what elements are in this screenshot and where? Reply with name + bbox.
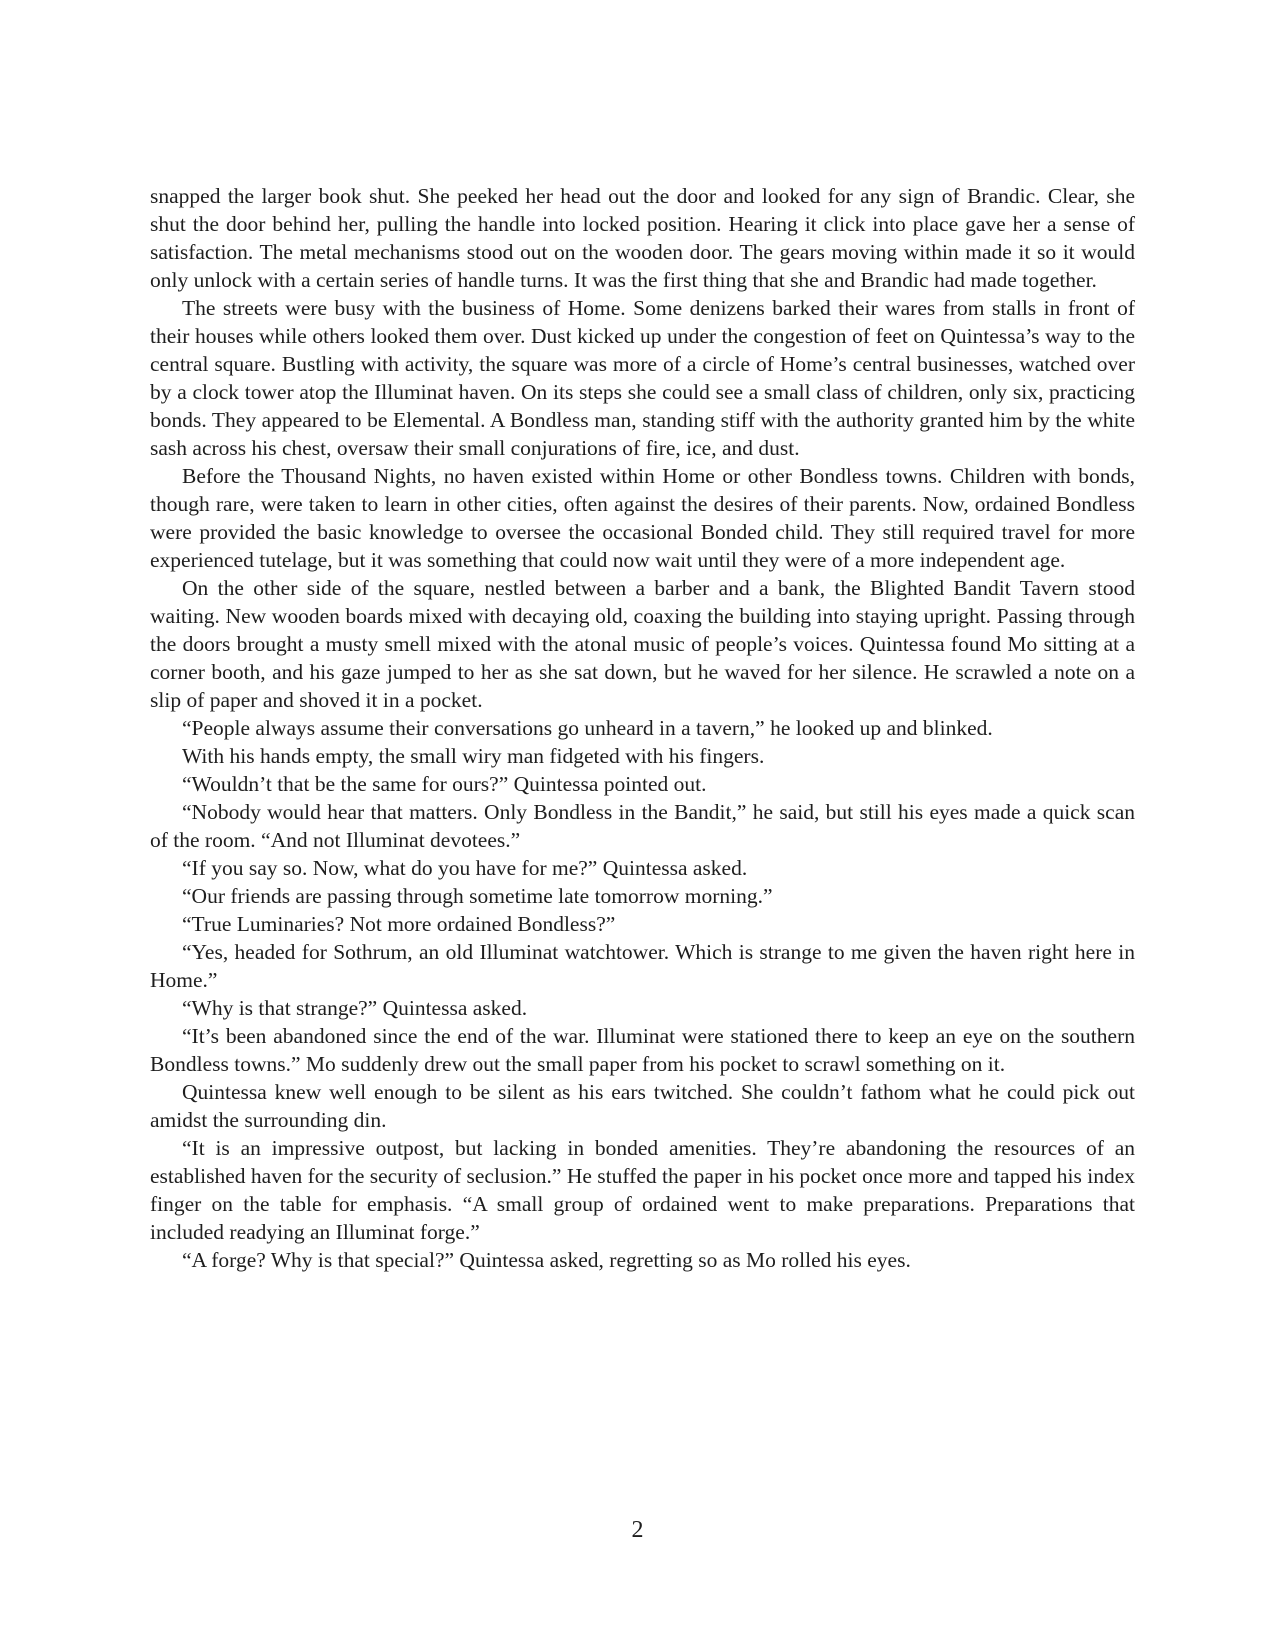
paragraph: “Yes, headed for Sothrum, an old Illuminat watchtower. Which is strange to me given the haven right here in Home.” <box>150 940 1135 992</box>
paragraph: On the other side of the square, nestled between a barber and a bank, the Blighted Bandit Tavern stood waiting. New wooden boards mixed with decaying old, coaxing the building into staying upright. Passing through the doors brought a musty smell mixed with the atonal music of people’s voices. Quintessa found Mo sitting at a corner booth, and his gaze jumped to her as she sat down, but he waved for her silence. He scrawled a note on a slip of paper and shoved it in a pocket. <box>150 576 1135 712</box>
paragraph: Before the Thousand Nights, no haven existed within Home or other Bondless towns. Children with bonds, though rare, were taken to learn in other cities, often against the desires of their parents. Now, ordained Bondless were provided the basic knowledge to oversee the occasional Bonded child. They still required travel for more experienced tutelage, but it was something that could now wait until they were of a more independent age. <box>150 464 1135 572</box>
paragraph: “Our friends are passing through sometime late tomorrow morning.” <box>182 884 773 908</box>
paragraph: “People always assume their conversations go unheard in a tavern,” he looked up and blinked. <box>182 716 993 740</box>
paragraph: “A forge? Why is that special?” Quintessa asked, regretting so as Mo rolled his eyes. <box>182 1248 911 1272</box>
paragraph: “It is an impressive outpost, but lacking in bonded amenities. They’re abandoning the resources of an established haven for the security of seclusion.” He stuffed the paper in his pocket once more and tapped his index finger on the table for emphasis. “A small group of ordained went to make preparations. Preparations that included readying an Illuminat forge.” <box>150 1136 1135 1244</box>
paragraph: The streets were busy with the business of Home. Some denizens barked their wares from stalls in front of their houses while others looked them over. Dust kicked up under the congestion of feet on Quintessa’s way to the central square. Bustling with activity, the square was more of a circle of Home’s central businesses, watched over by a clock tower atop the Illuminat haven. On its steps she could see a small class of children, only six, practicing bonds. They appeared to be Elemental. A Bondless man, standing stiff with the authority granted him by the white sash across his chest, oversaw their small conjurations of fire, ice, and dust. <box>150 296 1135 460</box>
paragraph: “It’s been abandoned since the end of the war. Illuminat were stationed there to keep an eye on the southern Bondless towns.” Mo suddenly drew out the small paper from his pocket to scrawl something on it. <box>150 1024 1135 1076</box>
paragraph: With his hands empty, the small wiry man fidgeted with his fingers. <box>182 744 765 768</box>
paragraph: Quintessa knew well enough to be silent as his ears twitched. She couldn’t fathom what he could pick out amidst the surrounding din. <box>150 1080 1135 1132</box>
page-number: 2 <box>631 1517 644 1543</box>
paragraph: “Nobody would hear that matters. Only Bondless in the Bandit,” he said, but still his eyes made a quick scan of the room. “And not Illuminat devotees.” <box>150 800 1135 852</box>
paragraph: “If you say so. Now, what do you have for me?” Quintessa asked. <box>182 856 748 880</box>
paragraph: “Why is that strange?” Quintessa asked. <box>182 996 528 1020</box>
paragraph: snapped the larger book shut. She peeked her head out the door and looked for any sign of Brandic. Clear, she shut the door behind her, pulling the handle into locked position. Hearing it click into place gave her a sense of satisfaction. The metal mechanisms stood out on the wooden door. The gears moving within made it so it would only unlock with a certain series of handle turns. It was the first thing that she and Brandic had made together. <box>150 184 1135 292</box>
paragraph: “Wouldn’t that be the same for ours?” Quintessa pointed out. <box>182 772 707 796</box>
paragraph: “True Luminaries? Not more ordained Bondless?” <box>182 912 616 936</box>
page-body <box>150 182 1135 1274</box>
